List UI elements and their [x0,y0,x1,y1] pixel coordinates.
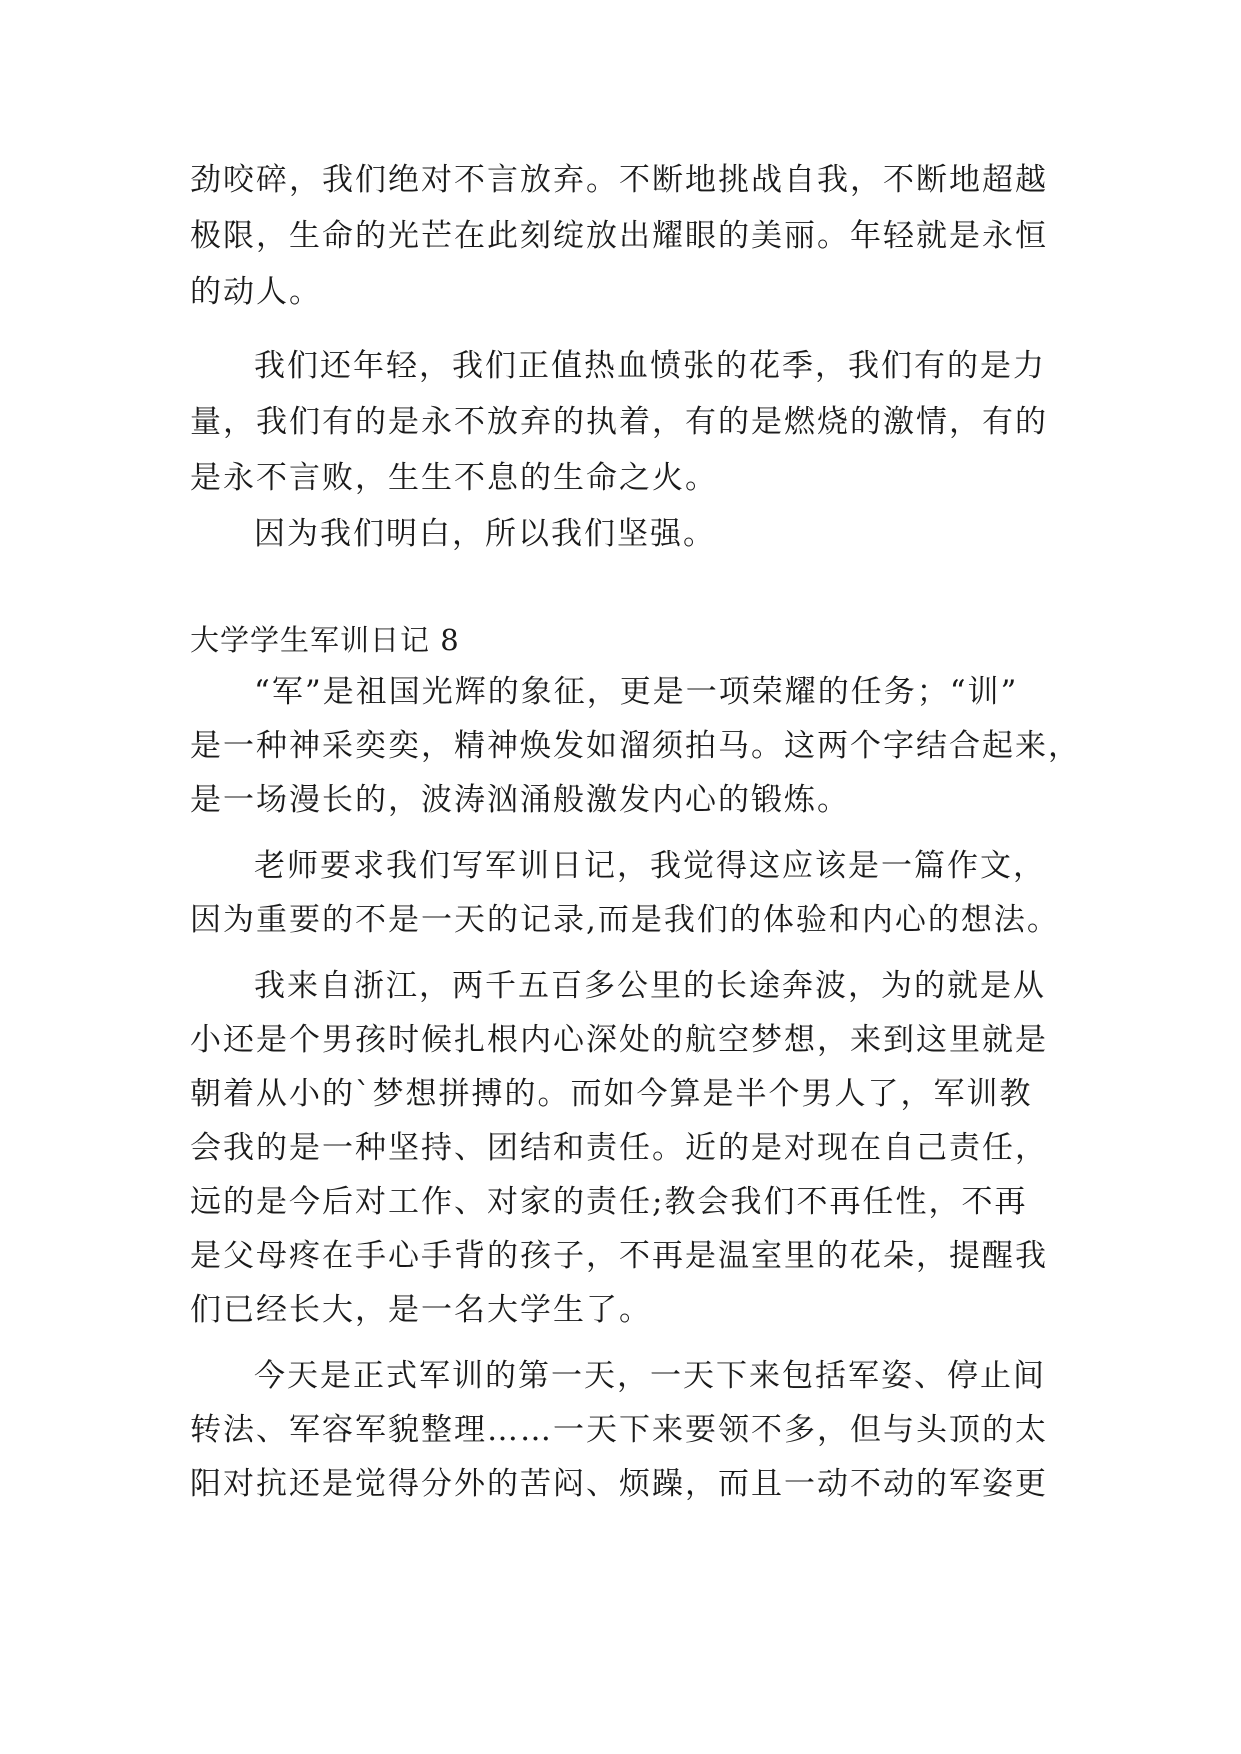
paragraph-line: 因为重要的不是一天的记录,而是我们的体验和内心的想法。 [190,902,1060,938]
paragraph-line: 的动人。 [190,274,322,310]
paragraph-line: 老师要求我们写军训日记，我觉得这应该是一篇作文， [254,848,1046,884]
paragraph-line: 因为我们明白，所以我们坚强。 [254,516,716,552]
paragraph-line: 会我的是一种坚持、团结和责任。近的是对现在自己责任， [190,1130,1048,1166]
paragraph-line: 极限，生命的光芒在此刻绽放出耀眼的美丽。年轻就是永恒 [190,218,1048,254]
paragraph-line: 是一种神采奕奕，精神焕发如溜须拍马。这两个字结合起来， [190,728,1081,764]
paragraph-line: 阳对抗还是觉得分外的苦闷、烦躁，而且一动不动的军姿更 [190,1466,1048,1502]
paragraph-line: 远的是今后对工作、对家的责任;教会我们不再任性，不再 [190,1184,1028,1220]
paragraph-line: 是一场漫长的，波涛汹涌般激发内心的锻炼。 [190,782,850,818]
section-heading: 大学学生军训日记 8 [190,623,460,657]
paragraph-line: 今天是正式军训的第一天，一天下来包括军姿、停止间 [254,1358,1046,1394]
paragraph-line: 们已经长大，是一名大学生了。 [190,1292,652,1328]
paragraph-line: “军”是祖国光辉的象征，更是一项荣耀的任务；“训” [254,674,1019,710]
paragraph-line: 我来自浙江，两千五百多公里的长途奔波，为的就是从 [254,968,1046,1004]
paragraph-line: 转法、军容军貌整理……一天下来要领不多，但与头顶的太 [190,1412,1048,1448]
paragraph-line: 我们还年轻，我们正值热血愤张的花季，我们有的是力 [254,348,1046,384]
paragraph-line: 劲咬碎，我们绝对不言放弃。不断地挑战自我，不断地超越 [190,162,1048,198]
paragraph-line: 小还是个男孩时候扎根内心深处的航空梦想，来到这里就是 [190,1022,1048,1058]
paragraph-line: 量，我们有的是永不放弃的执着，有的是燃烧的激情，有的 [190,404,1048,440]
paragraph-line: 朝着从小的`梦想拼搏的。而如今算是半个男人了，军训教 [190,1076,1033,1112]
paragraph-line: 是永不言败，生生不息的生命之火。 [190,460,718,496]
paragraph-line: 是父母疼在手心手背的孩子，不再是温室里的花朵，提醒我 [190,1238,1048,1274]
